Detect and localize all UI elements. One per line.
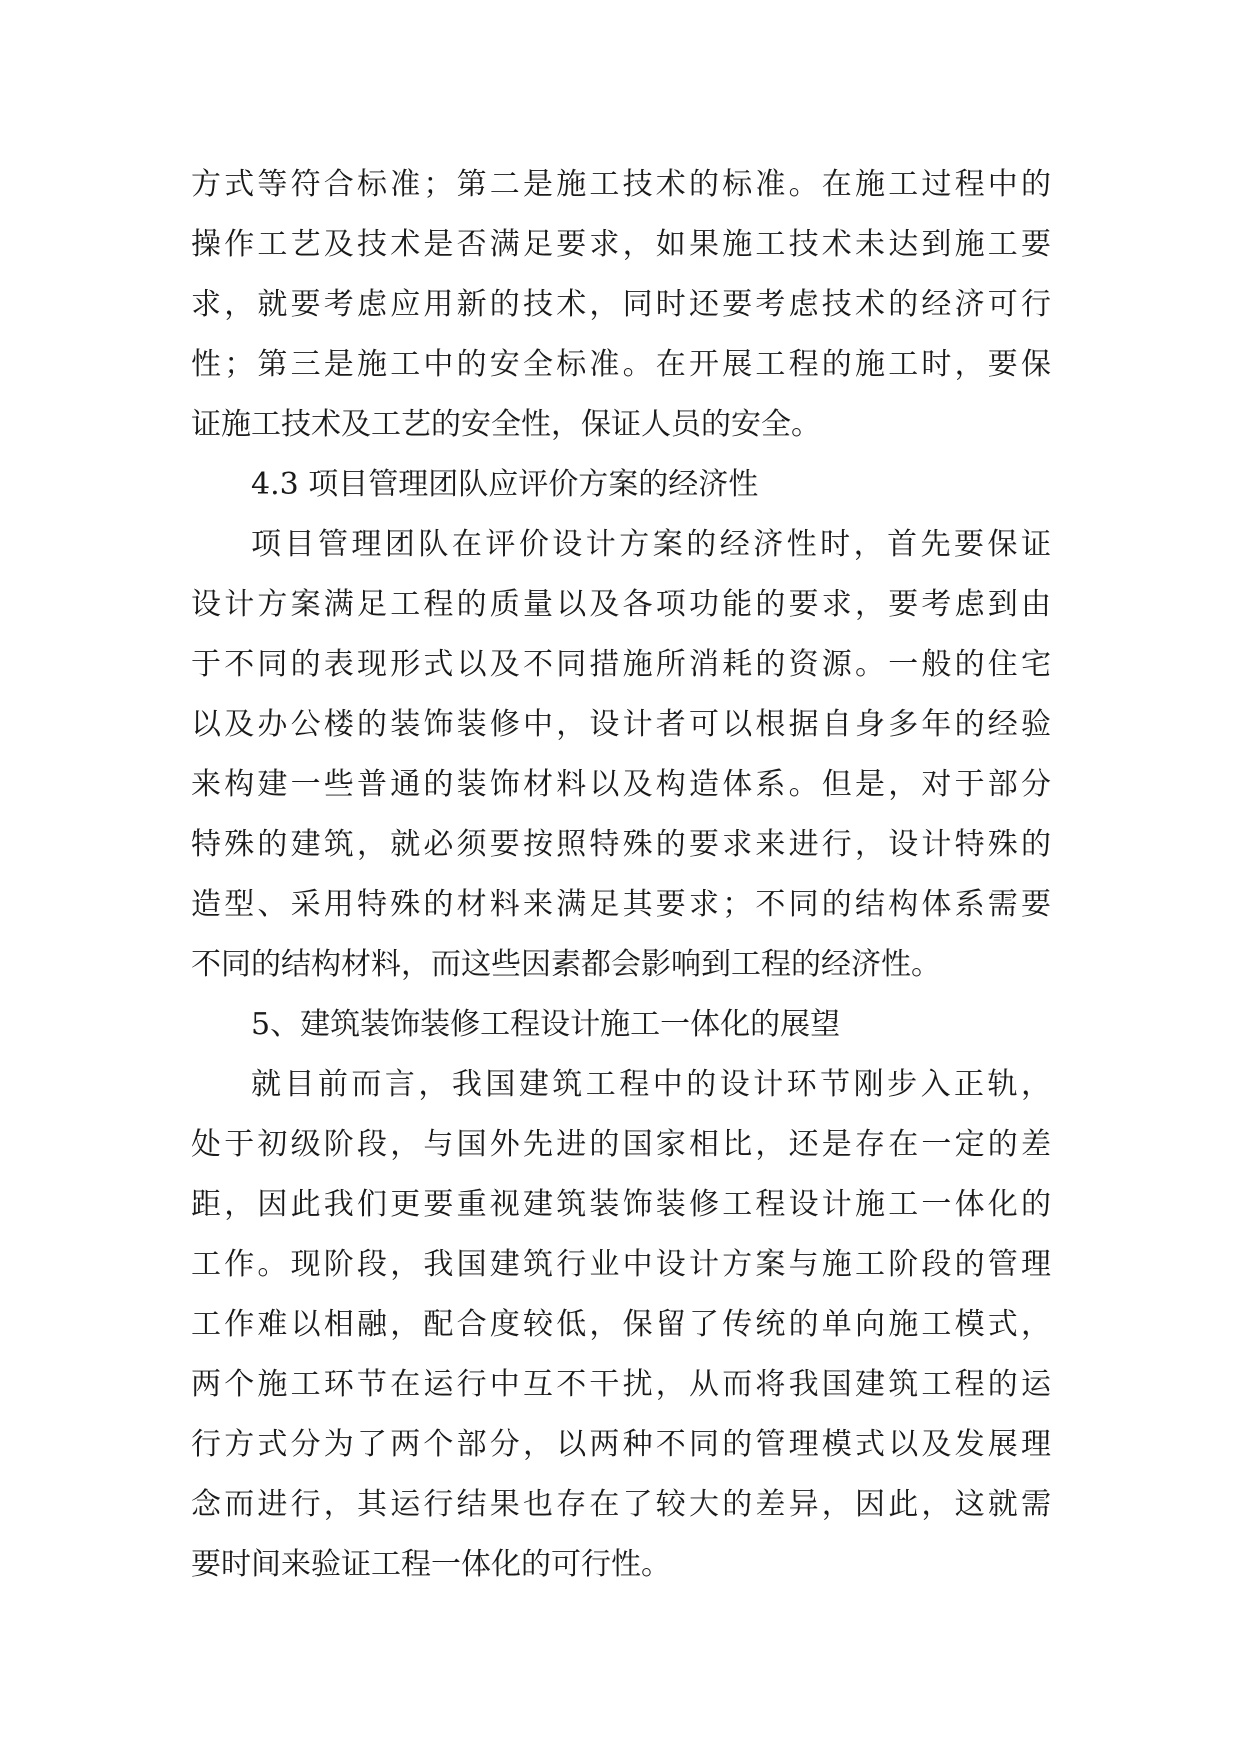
text-line: 工作。现阶段，我国建筑行业中设计方案与施工阶段的管理 [191,1247,1051,1282]
text-line: 就目前而言，我国建筑工程中的设计环节刚步入正轨， [251,1067,1051,1102]
text-line: 操作工艺及技术是否满足要求，如果施工技术未达到施工要 [191,227,1051,262]
text-line: 造型、采用特殊的材料来满足其要求；不同的结构体系需要 [191,887,1051,922]
text-line: 工作难以相融，配合度较低，保留了传统的单向施工模式， [191,1307,1051,1342]
paragraph [191,155,1051,455]
document-body [191,155,1051,1595]
text-line: 要时间来验证工程一体化的可行性。 [191,1547,671,1582]
paragraph [191,515,1051,995]
text-line: 距，因此我们更要重视建筑装饰装修工程设计施工一体化的 [191,1187,1051,1222]
text-line: 以及办公楼的装饰装修中，设计者可以根据自身多年的经验 [191,707,1051,742]
text-line: 于不同的表现形式以及不同措施所消耗的资源。一般的住宅 [191,647,1051,682]
text-line: 念而进行，其运行结果也存在了较大的差异，因此，这就需 [191,1487,1051,1522]
section-heading [191,455,1051,515]
paragraph [191,1055,1051,1595]
text-line: 特殊的建筑，就必须要按照特殊的要求来进行，设计特殊的 [191,827,1051,862]
text-line: 证施工技术及工艺的安全性，保证人员的安全。 [191,407,821,442]
text-line: 来构建一些普通的装饰材料以及构造体系。但是，对于部分 [191,767,1051,802]
text-line: 两个施工环节在运行中互不干扰，从而将我国建筑工程的运 [191,1367,1051,1402]
text-line: 行方式分为了两个部分，以两种不同的管理模式以及发展理 [191,1427,1051,1462]
section-heading [191,995,1051,1055]
text-line: 项目管理团队在评价设计方案的经济性时，首先要保证 [251,527,1051,562]
text-line: 方式等符合标准；第二是施工技术的标准。在施工过程中的 [191,167,1051,202]
text-line: 设计方案满足工程的质量以及各项功能的要求，要考虑到由 [191,587,1051,622]
section-heading-text: 4.3 项目管理团队应评价方案的经济性 [251,467,759,502]
text-line: 求，就要考虑应用新的技术，同时还要考虑技术的经济可行 [191,287,1051,322]
section-heading-text: 5、建筑装饰装修工程设计施工一体化的展望 [251,1007,841,1042]
text-line: 处于初级阶段，与国外先进的国家相比，还是存在一定的差 [191,1127,1051,1162]
text-line: 性；第三是施工中的安全标准。在开展工程的施工时，要保 [191,347,1051,382]
text-line: 不同的结构材料，而这些因素都会影响到工程的经济性。 [191,947,941,982]
